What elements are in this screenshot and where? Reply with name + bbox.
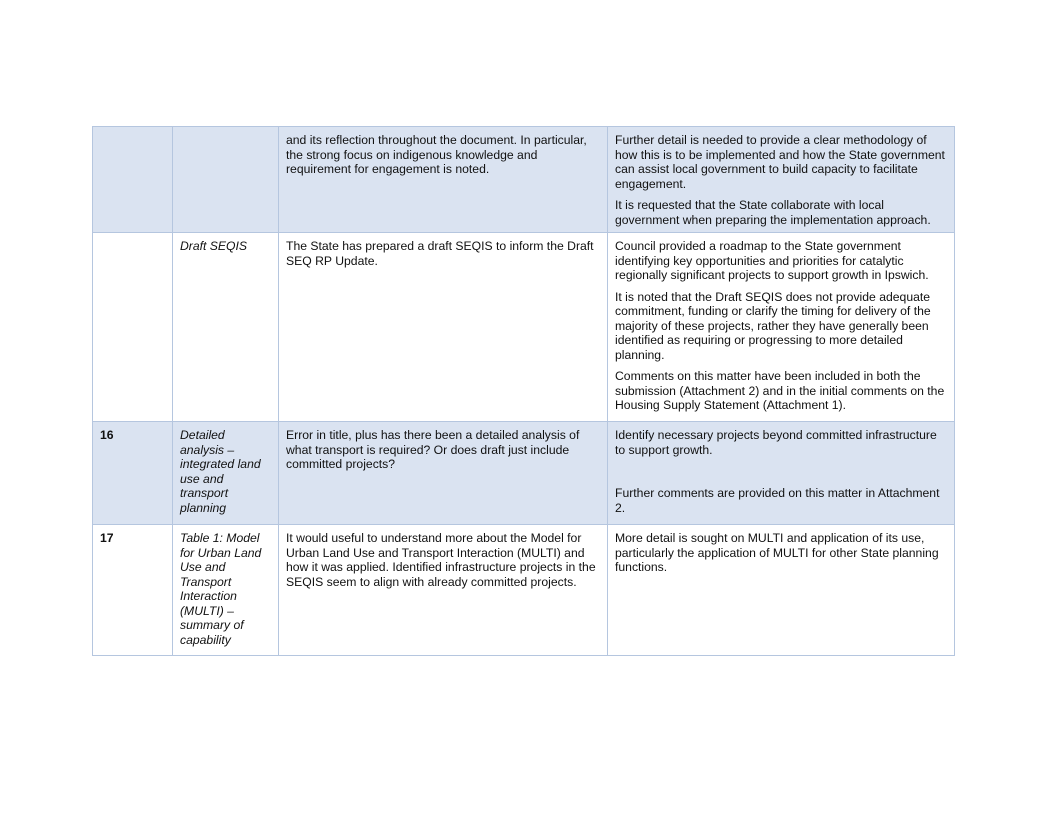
row-recommendation <box>608 525 955 656</box>
row-topic: Detailed analysis – integrated land use and transport planning <box>173 422 279 525</box>
comment-text: and its reflection throughout the document. In particular, the strong focus on indigenous knowledge and requirement for engagement is noted. <box>286 133 587 176</box>
row-number: 17 <box>93 525 173 656</box>
recommendation-text: Further detail is needed to provide a clear methodology of how this is to be implemented and how the State government can assist local government to build capacity to facilitate engagement. <box>615 133 945 191</box>
row-comment <box>279 525 608 656</box>
recommendation-text: More detail is sought on MULTI and application of its use, particularly the application of MULTI for other State planning functions. <box>615 531 939 574</box>
row-topic <box>173 127 279 233</box>
row-comment <box>279 127 608 233</box>
recommendation-text: Identify necessary projects beyond committed infrastructure to support growth. <box>615 428 937 457</box>
table-row <box>93 127 955 233</box>
row-recommendation <box>608 422 955 525</box>
row-comment <box>279 233 608 422</box>
feedback-table <box>92 126 955 656</box>
row-recommendation <box>608 233 955 422</box>
row-number <box>93 233 173 422</box>
comment-text: It would useful to understand more about the Model for Urban Land Use and Transport Interaction (MULTI) and how it was applied. Identified infrastructure projects in the SEQIS seem to align with already committed projects. <box>286 531 596 589</box>
table-row <box>93 233 955 422</box>
row-topic: Draft SEQIS <box>173 233 279 422</box>
row-recommendation <box>608 127 955 233</box>
table-row <box>93 525 955 656</box>
table-row <box>93 422 955 525</box>
row-number <box>93 127 173 233</box>
recommendation-text: Comments on this matter have been included in both the submission (Attachment 2) and in the initial comments on the Housing Supply Statement (Attachment 1). <box>615 369 945 412</box>
recommendation-text: It is requested that the State collaborate with local government when preparing the implementation approach. <box>615 198 931 227</box>
row-topic: Table 1: Model for Urban Land Use and Transport Interaction (MULTI) – summary of capability <box>173 525 279 656</box>
comment-text: Error in title, plus has there been a detailed analysis of what transport is required? Or does draft just include committed projects? <box>286 428 580 471</box>
comment-text: The State has prepared a draft SEQIS to inform the Draft SEQ RP Update. <box>286 239 594 268</box>
recommendation-text: Further comments are provided on this matter in Attachment 2. <box>615 486 940 515</box>
recommendation-text: Council provided a roadmap to the State government identifying key opportunities and priorities for catalytic regionally significant projects to support growth in Ipswich. <box>615 239 929 282</box>
row-comment <box>279 422 608 525</box>
row-number: 16 <box>93 422 173 525</box>
recommendation-text: It is noted that the Draft SEQIS does not provide adequate commitment, funding or clarify the timing for delivery of the majority of these projects, rather they have generally been identified as requiring or progressing to more detailed planning. <box>615 289 931 362</box>
